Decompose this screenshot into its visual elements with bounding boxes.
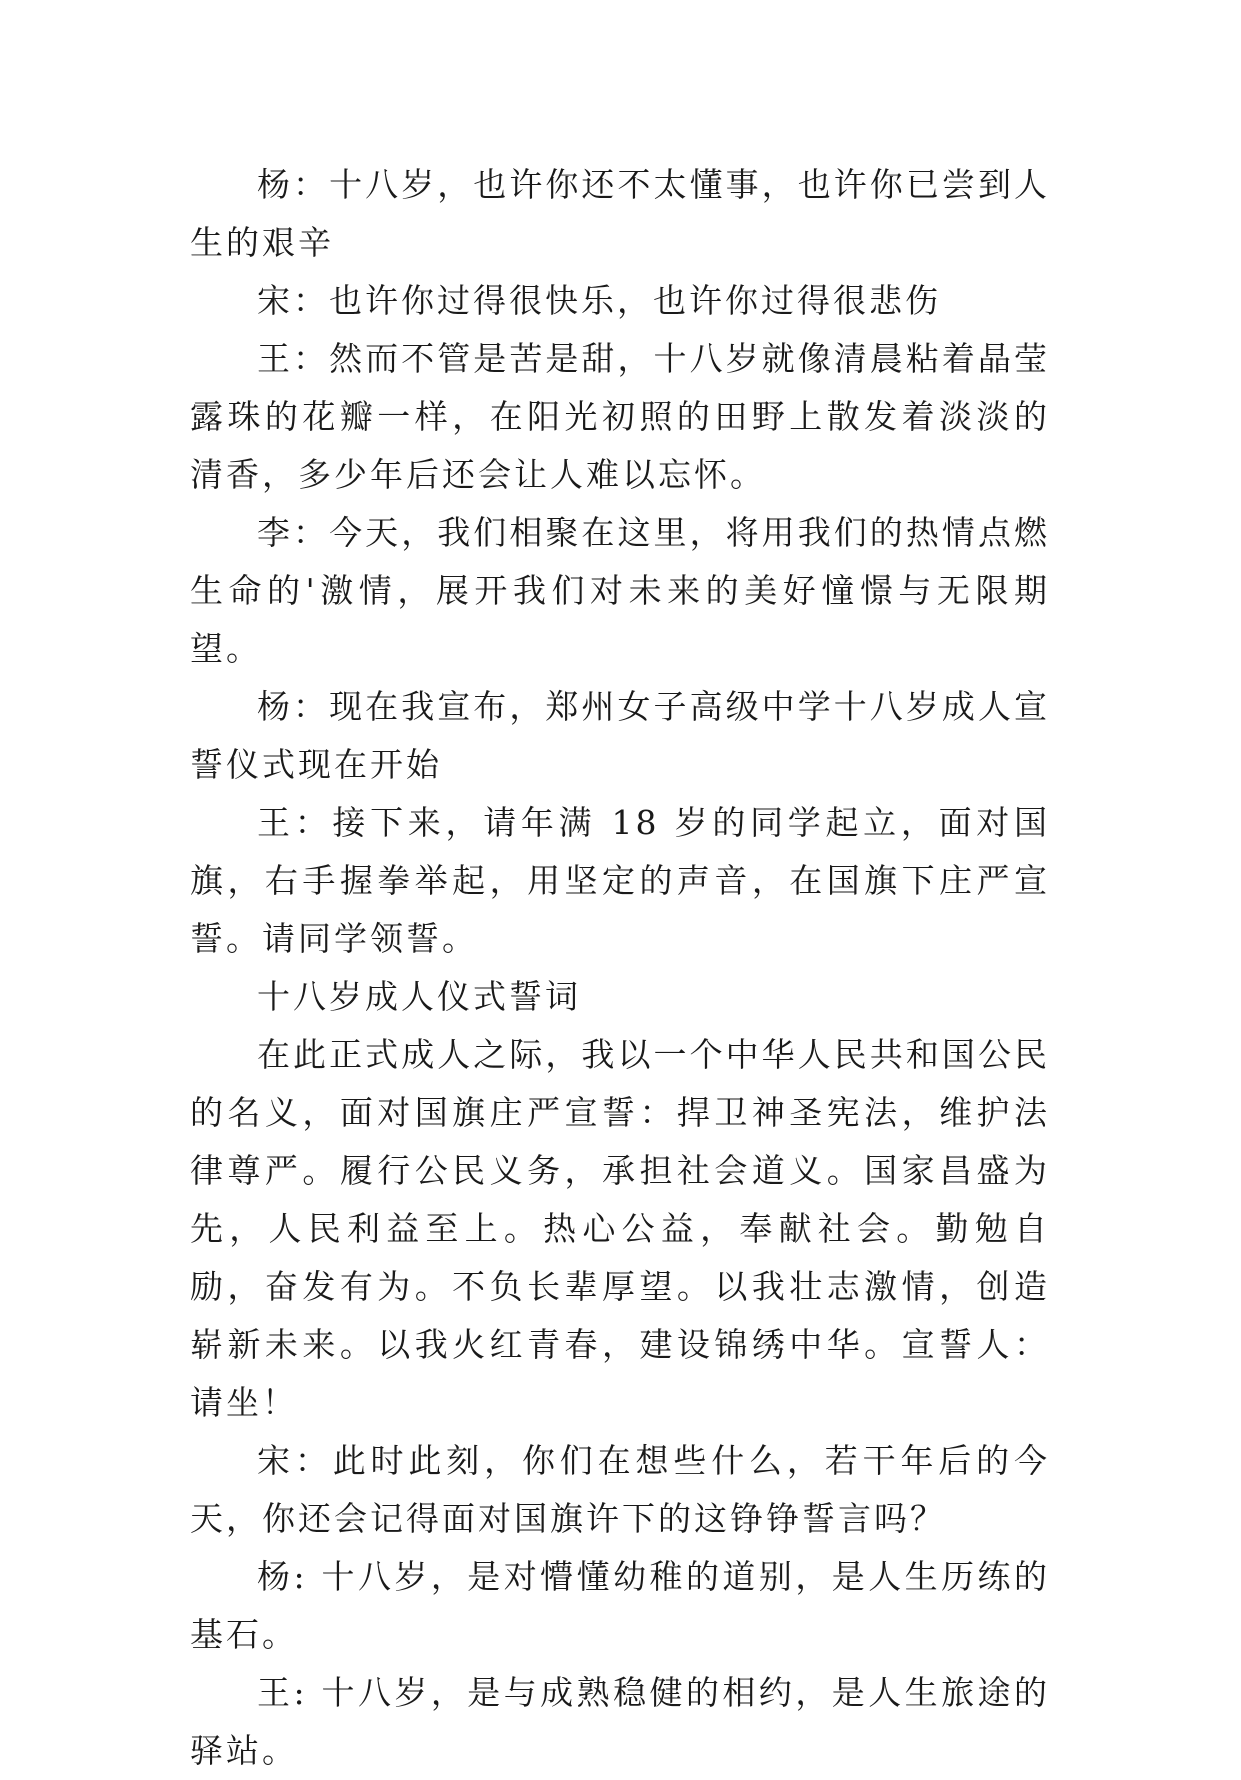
paragraph-song-1: 宋：也许你过得很快乐，也许你过得很悲伤 [257, 281, 941, 320]
oath-text: 在此正式成人之际，我以一个中华人民共和国公民的名义，面对国旗庄严宣誓：捍卫神圣宪法，维护法律尊严。履行公民义务，承担社会道义。国家昌盛为先，人民利益至上。热心公益，奉献社会。勤勉自励，奋发有为。不负长辈厚望。以我壮志激情，创造崭新未来。以我火红青春，建设锦绣中华。宣誓人：请坐！ [190, 1035, 1050, 1422]
document-body [190, 156, 1050, 1780]
paragraph-wang-1: 王：然而不管是苦是甜，十八岁就像清晨粘着晶莹露珠的花瓣一样，在阳光初照的田野上散发着淡淡的清香，多少年后还会让人难以忘怀。 [190, 339, 1050, 494]
paragraph-wang-2: 王：接下来，请年满 18 岁的同学起立，面对国旗，右手握拳举起，用坚定的声音，在国旗下庄严宣誓。请同学领誓。 [190, 803, 1050, 958]
paragraph-yang-1: 杨：十八岁，也许你还不太懂事，也许你已尝到人生的艰辛 [190, 165, 1050, 262]
paragraph-yang-3: 杨: 十八岁，是对懵懂幼稚的道别，是人生历练的基石。 [190, 1557, 1050, 1654]
paragraph-li-1: 李：今天，我们相聚在这里，将用我们的热情点燃生命的'激情，展开我们对未来的美好憧憬与无限期望。 [190, 513, 1050, 668]
oath-heading: 十八岁成人仪式誓词 [257, 977, 581, 1016]
paragraph-wang-3: 王: 十八岁，是与成熟稳健的相约，是人生旅途的驿站。 [190, 1673, 1050, 1770]
paragraph-song-2: 宋：此时此刻，你们在想些什么，若干年后的今天，你还会记得面对国旗许下的这铮铮誓言吗？ [190, 1441, 1050, 1538]
paragraph-yang-2: 杨：现在我宣布，郑州女子高级中学十八岁成人宣誓仪式现在开始 [190, 687, 1050, 784]
